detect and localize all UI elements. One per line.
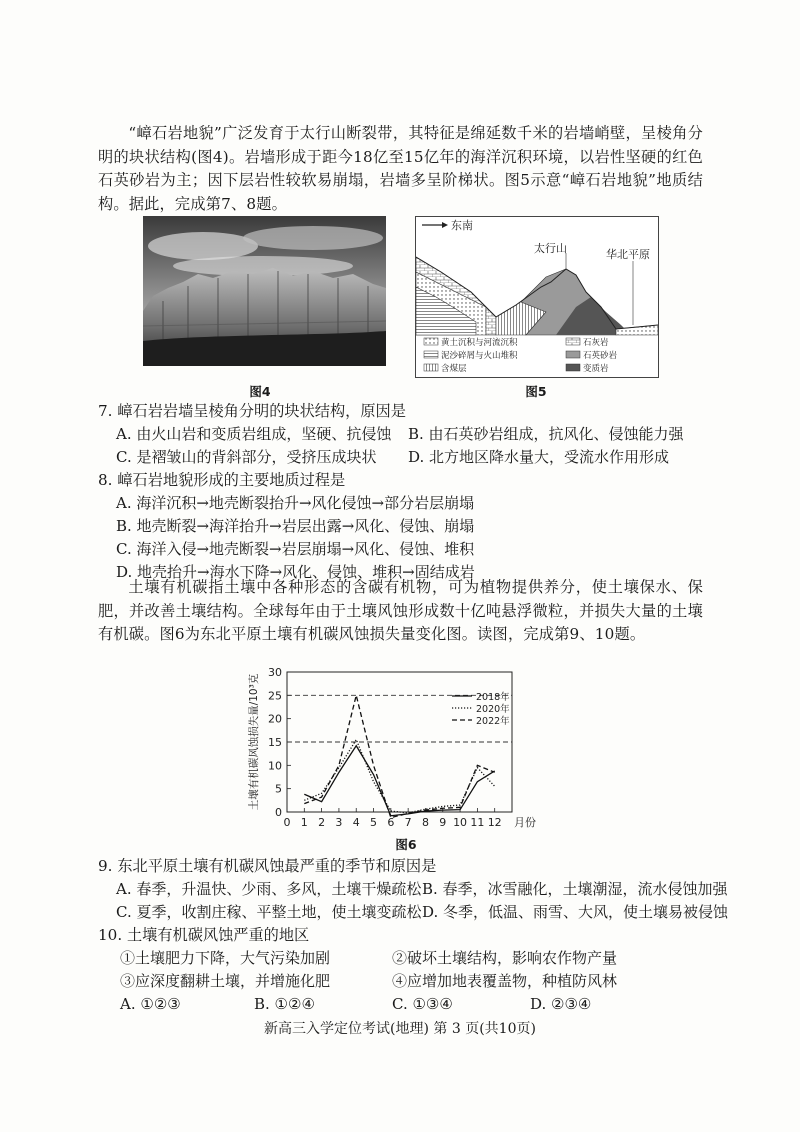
q7-option-c: C. 是褶皱山的背斜部分，受挤压成块状 — [116, 448, 377, 466]
q8-stem: 8. 嶂石岩地貌形成的主要地质过程是 — [98, 471, 346, 489]
q10-option-a: A. ①②③ — [120, 995, 181, 1013]
q8-option-c: C. 海洋入侵→地壳断裂→岩层崩塌→风化、侵蚀、堆积 — [116, 540, 475, 558]
page-footer: 新高三入学定位考试(地理) 第 3 页(共10页) — [264, 1021, 536, 1037]
x-tick-label: 5 — [370, 816, 378, 829]
fig6-caption: 图6 — [395, 837, 417, 852]
q10-statement-4: ④应增加地表覆盖物，种植防风林 — [392, 972, 618, 990]
y-tick-label: 15 — [268, 736, 282, 749]
x-tick-label: 10 — [453, 816, 468, 829]
y-axis-label: 土壤有机碳风蚀损失量/10³克 — [248, 673, 260, 811]
legend-item-2: 泥沙碎屑与火山堆积 — [441, 351, 518, 361]
taihang-label: 太行山 — [534, 242, 567, 255]
x-tick-label: 12 — [487, 816, 502, 829]
intro2-paragraph: 土壤有机碳指土壤中各种形态的含碳有机物，可为植物提供养分，使土壤保水、保肥，并改善土壤结构。全球每年由于土壤风蚀形成数十亿吨悬浮微粒，并损失大量的土壤有机碳。图6为东北平原土壤有机碳风蚀损失量变化图。读图，完成第9、10题。 — [98, 578, 703, 643]
q7-option-a: A. 由火山岩和变质岩组成，坚硬、抗侵蚀 — [116, 425, 392, 443]
q7-stem: 7. 嶂石岩岩墙呈棱角分明的块状结构，原因是 — [98, 402, 406, 420]
x-tick-label: 4 — [352, 816, 360, 829]
legend-label: 2020年 — [476, 704, 510, 715]
x-tick-label: 2 — [318, 816, 326, 829]
q9-option-b: B. 春季，冰雪融化，土壤潮湿，流水侵蚀加强 — [422, 880, 728, 898]
x-tick-label: 0 — [283, 816, 291, 829]
q8-option-d: D. 地壳抬升→海水下降→风化、侵蚀、堆积→固结成岩 — [116, 563, 475, 581]
q10-option-c: C. ①③④ — [392, 995, 453, 1013]
q10-statement-2: ②破坏土壤结构，影响农作物产量 — [392, 949, 618, 967]
fig5-legend — [424, 337, 618, 374]
legend-item-5: 变质岩 — [583, 364, 609, 374]
fig6-chart — [244, 662, 574, 842]
x-tick-label: 1 — [300, 816, 308, 829]
q7-option-b: B. 由石英砂岩组成，抗风化、侵蚀能力强 — [408, 425, 684, 443]
x-tick-label: 3 — [335, 816, 343, 829]
y-tick-label: 10 — [268, 759, 282, 773]
x-tick-label: 8 — [421, 816, 429, 829]
fig5-diagram — [415, 216, 659, 378]
q8-option-b: B. 地壳断裂→海洋抬升→岩层出露→风化、侵蚀、崩塌 — [116, 517, 475, 535]
q9-option-a: A. 春季，升温快、少雨、多风，土壤干燥疏松 — [116, 880, 422, 898]
legend-item-1: 石灰岩 — [583, 338, 609, 348]
legend-item-3: 石英砂岩 — [583, 351, 618, 361]
x-tick-label: 11 — [470, 816, 485, 829]
series-line-2018年 — [304, 746, 494, 816]
q9-option-d: D. 冬季，低温、雨雪、大风，使土壤易被侵蚀 — [422, 903, 729, 921]
q10-option-d: D. ②③④ — [530, 995, 592, 1013]
q10-statement-1: ①土壤肥力下降，大气污染加剧 — [120, 949, 331, 967]
direction-label: 东南 — [451, 219, 473, 232]
q10-stem: 10. 土壤有机碳风蚀严重的地区 — [98, 926, 310, 944]
y-tick-label: 20 — [268, 712, 282, 726]
fig5-caption: 图5 — [525, 384, 547, 399]
legend-label: 2022年 — [476, 716, 510, 727]
q9-option-c: C. 夏季，收割庄稼、平整土地，使土壤变疏松 — [116, 903, 422, 921]
x-axis-label: 月份 — [514, 816, 536, 829]
y-tick-label: 5 — [275, 782, 282, 796]
q8-option-a: A. 海洋沉积→地壳断裂抬升→风化侵蚀→部分岩层崩塌 — [116, 494, 475, 512]
plain-label: 华北平原 — [606, 248, 650, 261]
legend-item-0: 黄土沉积与河流沉积 — [441, 338, 518, 348]
y-tick-label: 0 — [275, 806, 282, 819]
q9-stem: 9. 东北平原土壤有机碳风蚀最严重的季节和原因是 — [98, 857, 437, 875]
q10-statement-3: ③应深度翻耕土壤，并增施化肥 — [120, 972, 331, 990]
fig4-photo — [143, 216, 386, 366]
intro-paragraph: “嶂石岩地貌”广泛发育于太行山断裂带，其特征是绵延数千米的岩墙峭壁，呈棱角分明的块状结构(图4)。岩墙形成于距今18亿至15亿年的海洋沉积环境，以岩性坚硬的红色石英砂岩为主；因下层岩性较软易崩塌，岩墙多呈阶梯状。图5示意“嶂石岩地貌”地质结构。据此，完成第7、8题。 — [98, 124, 703, 213]
legend-label: 2018年 — [476, 692, 510, 703]
x-tick-label: 7 — [404, 816, 412, 829]
x-tick-label: 6 — [387, 816, 395, 829]
legend-item-4: 含煤层 — [441, 364, 467, 374]
fig4-caption: 图4 — [249, 384, 271, 399]
q7-option-d: D. 北方地区降水量大，受流水作用形成 — [408, 448, 670, 466]
y-tick-label: 30 — [268, 666, 282, 679]
y-tick-label: 25 — [268, 689, 282, 703]
q10-option-b: B. ①②④ — [254, 995, 315, 1013]
x-tick-label: 9 — [439, 816, 447, 829]
